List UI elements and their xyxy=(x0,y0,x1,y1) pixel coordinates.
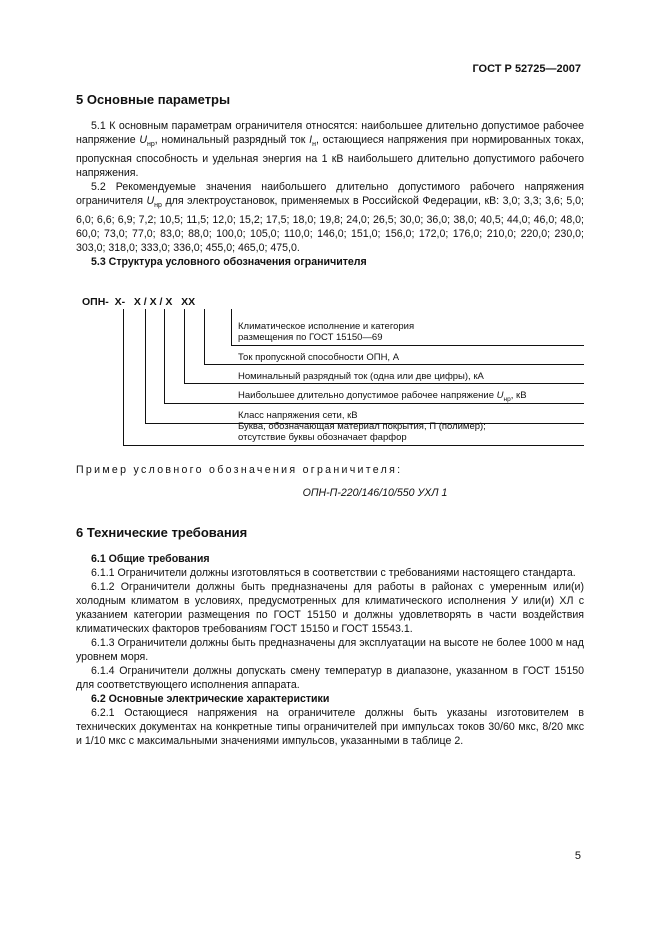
label-discharge-current: Номинальный разрядный ток (одна или две цифры), кА xyxy=(238,371,484,383)
label-max-voltage-text: Наибольшее длительно допустимое рабочее напряжение xyxy=(238,390,497,402)
paragraph-6-2-1: 6.2.1 Остающиеся напряжения на ограничителе должны быть указаны изготовителем в технических документах на конкретные типы ограничителей при импульсах токов 30/60 мкс, 8/20 мкс и 1/10 мкс с максимальными значениями импульсов, указанными в таблице 2. xyxy=(76,707,584,748)
p51-text-a: 5.1 К основным параметрам ограничителя относятся: наибольшее длительно допустимое рабочее напряжение xyxy=(76,120,584,146)
p51-text-c: , остающиеся напряжения при нормированных токах, пропускная способность и удельная энергия на 1 кВ наибольшего длительно допустимого рабочего напряжения. xyxy=(76,134,584,180)
p51-subscript-nr: нр xyxy=(146,141,155,149)
leader-vertical-voltage-class xyxy=(145,309,146,423)
leader-vertical-throughput xyxy=(204,309,205,364)
paragraph-5-2 xyxy=(76,180,584,255)
p51-text-b: , номинальный разрядный ток xyxy=(154,134,310,146)
label-max-voltage xyxy=(238,390,527,405)
section-6-2-title: 6.2 Основные электрические характеристики xyxy=(91,693,330,706)
p52-text-a: 5.2 Рекомендуемые значения наибольшего длительно допустимого рабочего напряжения ограничителя xyxy=(76,181,584,208)
example-designation: ОПН-П-220/146/10/550 УХЛ 1 xyxy=(302,487,448,500)
label-throughput: Ток пропускной способности ОПН, А xyxy=(238,352,400,364)
leader-vertical-max-voltage xyxy=(164,309,165,403)
p51-symbol-u: U xyxy=(139,134,147,146)
p52-symbol-u: U xyxy=(146,195,155,208)
paragraph-6-1-2: 6.1.2 Ограничители должны быть предназначены для работы в районах с умеренным или(и) холодным климатом в условиях, предусмотренных для климатического исполнения У или(и) ХЛ с указанием категории размещения по ГОСТ 15150 и должны удовлетворять в части воздействия климатических факторов требованиям ГОСТ 15150 и ГОСТ 15543.1. xyxy=(76,581,584,636)
rule-throughput xyxy=(204,364,584,365)
label-material-line1: Буква, обозначающая материал покрытия, П (полимер); xyxy=(238,421,486,433)
leader-vertical-material xyxy=(123,309,124,445)
section-6-title: 6 Технические требования xyxy=(76,525,248,541)
rule-material xyxy=(123,445,584,446)
paragraph-6-1-4: 6.1.4 Ограничители должны допускать смену температур в диапазоне, указанном в ГОСТ 15150 для соответствующего исполнения аппарата. xyxy=(76,665,584,692)
leader-vertical-climate xyxy=(231,309,232,345)
document-header-id: ГОСТ Р 52725—2007 xyxy=(472,63,581,75)
p51-symbol-i: I xyxy=(309,134,313,146)
paragraph-6-1-3: 6.1.3 Ограничители должны быть предназначены для эксплуатации на высоте не более 1000 м над уровнем моря. xyxy=(76,637,584,664)
label-climate-line2: размещения по ГОСТ 15150—69 xyxy=(238,332,383,344)
section-5-3-title: 5.3 Структура условного обозначения ограничителя xyxy=(91,256,367,269)
label-max-voltage-subscript: нр xyxy=(503,396,511,404)
rule-discharge-current xyxy=(184,383,584,384)
label-voltage-class: Класс напряжения сети, кВ xyxy=(238,410,358,422)
label-material-line2: отсутствие буквы обозначает фарфор xyxy=(238,432,407,444)
document-body xyxy=(76,92,584,748)
example-label: Пример условного обозначения ограничителя: xyxy=(76,464,403,477)
designation-structure-diagram xyxy=(76,277,584,455)
page-number: 5 xyxy=(574,850,581,862)
rule-climate xyxy=(231,345,584,346)
designation-code: ОПН- X- X / X / X XX xyxy=(82,296,196,309)
paragraph-5-1 xyxy=(76,119,584,180)
label-max-voltage-unit: , кВ xyxy=(510,390,527,402)
label-max-voltage-symbol: U xyxy=(496,390,504,402)
section-6-1-title: 6.1 Общие требования xyxy=(91,553,210,566)
p51-subscript-n: н xyxy=(312,141,316,149)
paragraph-6-1-1: 6.1.1 Ограничители должны изготовляться в соответствии с требованиями настоящего стандарта. xyxy=(91,567,576,580)
section-5-title: 5 Основные параметры xyxy=(76,92,231,107)
leader-vertical-discharge-current xyxy=(184,309,185,383)
p52-subscript-nr: нр xyxy=(154,202,162,210)
p52-text-b: для электроустановок, применяемых в Российской Федерации, кВ: 3,0; 3,3; 3,6; 5,0; 6,0; 6,6; 6,9; 7,2; 10,5; 11,5; 12,0; 15,2; 17,5; 18,0; 19,8; 24,0; 26,5; 30,0; 36,0; 38,0; 40,5; 44,0; 46,0; 48,0; 60,0; 73,0; 77,0; 83,0; 88,0; 100,0; 105,0; 110,0; 146,0; 151,0; 156,0; 172,0; 176,0; 210,0; 220,0; 230,0; 303,0; 318,0; 333,0; 336,0; 455,0; 465,0; 475,0. xyxy=(76,195,584,255)
label-climate-line1: Климатическое исполнение и категория xyxy=(238,321,415,333)
